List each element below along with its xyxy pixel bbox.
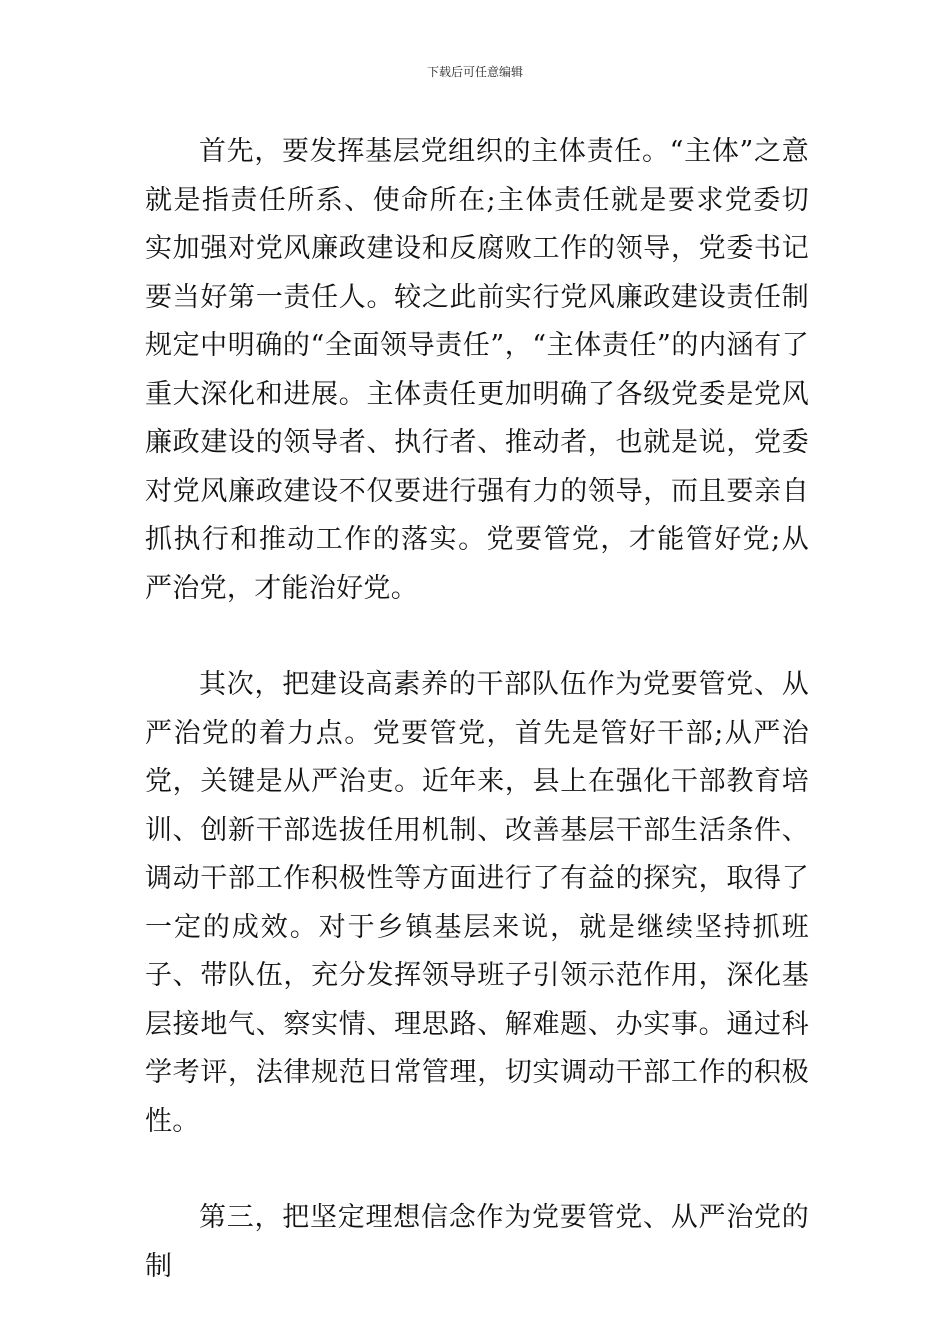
document-body bbox=[145, 128, 809, 1291]
header-note: 下载后可任意编辑 bbox=[426, 65, 523, 79]
paragraph-3: 第三，把坚定理想信念作为党要管党、从严治党的制 bbox=[145, 1202, 809, 1282]
paragraph-1: 首先，要发挥基层党组织的主体责任。“主体”之意就是指责任所系、使命所在;主体责任就是要求党委切实加强对党风廉政建设和反腐败工作的领导，党委书记要当好第一责任人。较之此前实行党风廉政建设责任制规定中明确的“全面领导责任”，“主体责任”的内涵有了重大深化和进展。主体责任更加明确了各级党委是党风廉政建设的领导者、执行者、推动者，也就是说，党委对党风廉政建设不仅要进行强有力的领导，而且要亲自抓执行和推动工作的落实。党要管党，才能管好党;从严治党，才能治好党。 bbox=[145, 136, 809, 604]
paragraph-2: 其次，把建设高素养的干部队伍作为党要管党、从严治党的着力点。党要管党，首先是管好干部;从严治党，关键是从严治吏。近年来，县上在强化干部教育培训、创新干部选拔任用机制、改善基层干部生活条件、调动干部工作积极性等方面进行了有益的探究，取得了一定的成效。对于乡镇基层来说，就是继续坚持抓班子、带队伍，充分发挥领导班子引领示范作用，深化基层接地气、察实情、理思路、解难题、办实事。通过科学考评，法律规范日常管理，切实调动干部工作的积极性。 bbox=[145, 669, 809, 1137]
